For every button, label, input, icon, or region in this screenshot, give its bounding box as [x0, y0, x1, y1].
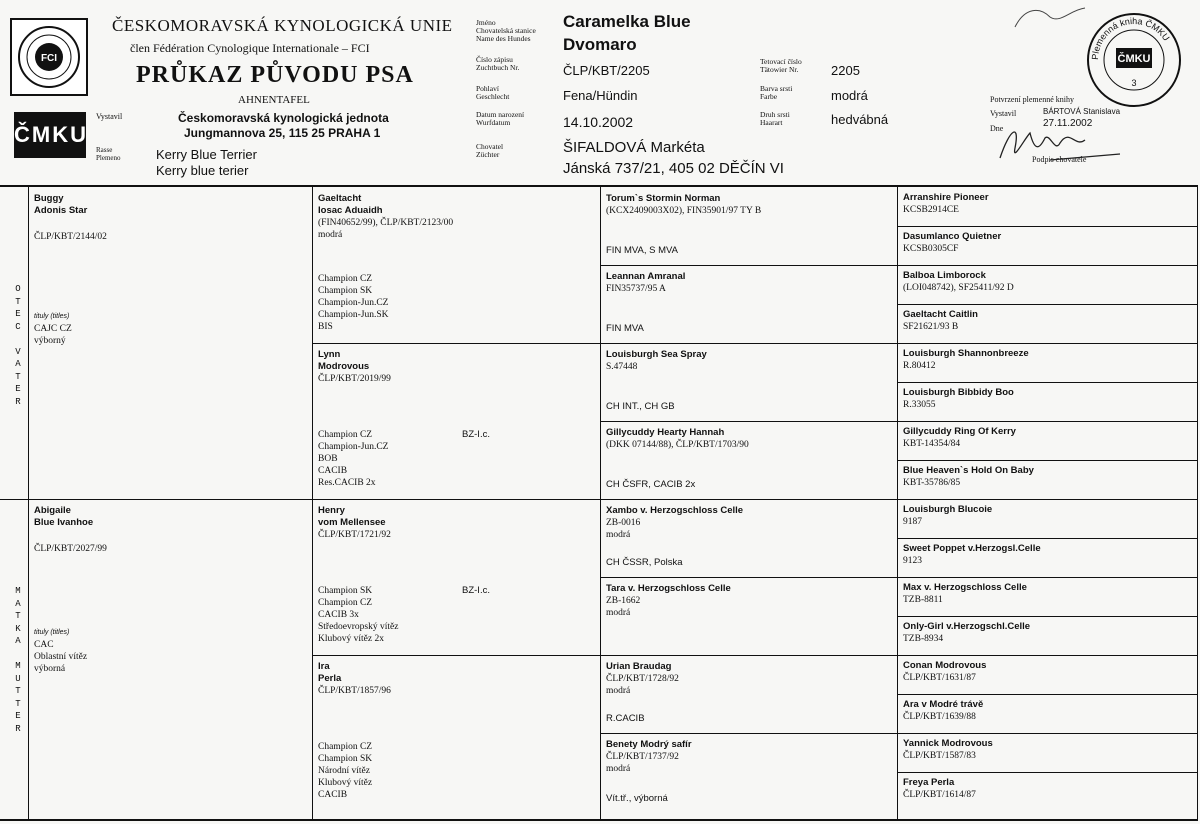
ancestor-cell [903, 660, 1193, 684]
great-grandparent-cell [606, 583, 891, 619]
ancestor-reg: ČLP/KBT/1631/87 [903, 673, 976, 683]
father-cell [34, 193, 304, 243]
tattoo-label: Tetovací číslo Tätowier Nr. [760, 57, 802, 74]
great-grandparent-titles: FIN MVA [606, 323, 644, 334]
great-grandparent-titles: Vít.tř., výborná [606, 793, 668, 804]
color-label: Barva srsti Farbe [760, 84, 793, 101]
grandparent-title: Národní vítěz [318, 766, 370, 776]
cmku-logo: ČMKU [14, 112, 86, 158]
great-grandparent-cell [606, 349, 891, 373]
breed-label-2: Plemeno [96, 154, 121, 162]
grandparent-cell [318, 349, 593, 385]
great-grandparent-reg: ZB-0016 [606, 518, 641, 528]
fci-logo [10, 18, 88, 96]
stamp-logo-text: ČMKU [1117, 53, 1151, 65]
great-grandparent-color: modrá [606, 608, 631, 618]
breed-book-stamp [1084, 10, 1184, 110]
fci-logo-text: FCI [40, 53, 58, 64]
ancestor-reg: 9187 [903, 517, 922, 527]
great-grandparent-name: Louisburgh Sea Spray [606, 349, 707, 360]
grandparent-name-1: Ira [318, 661, 330, 672]
great-grandparent-titles: R.CACIB [606, 713, 645, 724]
confirm-line: Potvrzení plemenné knihy [990, 95, 1074, 104]
issuer-address: Jungmannova 25, 115 25 PRAHA 1 [184, 126, 381, 140]
ancestor-reg: R.33055 [903, 400, 936, 410]
mother-title: Oblastní vítěz [34, 652, 88, 662]
tattoo-value: 2205 [831, 63, 860, 78]
great-grandparent-color: modrá [606, 764, 631, 774]
confirm-issued-label: Vystavil [990, 109, 1017, 118]
great-grandparent-name: Leannan Amranal [606, 271, 686, 282]
ancestor-cell [903, 621, 1193, 645]
ancestor-name: Balboa Limborock [903, 270, 986, 281]
coat-value: hedvábná [831, 112, 889, 127]
issued-by-label: Vystavil [96, 112, 123, 121]
grandparent-name-2: vom Mellensee [318, 517, 386, 528]
great-grandparent-cell [606, 193, 891, 217]
father-name-2: Adonis Star [34, 205, 88, 216]
grandparent-name-2: Perla [318, 673, 342, 684]
ancestor-name: Arranshire Pioneer [903, 192, 989, 203]
father-title: CAJC CZ [34, 324, 72, 334]
ancestor-cell [903, 738, 1193, 762]
great-grandparent-reg: ČLP/KBT/1728/92 [606, 674, 679, 684]
ancestor-cell [903, 270, 1193, 294]
grandparent-title: Klubový vítěz 2x [318, 634, 384, 644]
father-titles [34, 311, 304, 347]
ancestor-name: Max v. Herzogschloss Celle [903, 582, 1027, 593]
mother-name-2: Blue Ivanhoe [34, 517, 94, 528]
ancestor-name: Ara v Modré trávě [903, 699, 984, 710]
grandparent-reg: (FIN40652/99), ČLP/KBT/2123/00 [318, 218, 454, 228]
mother-title: CAC [34, 640, 54, 650]
ancestor-cell [903, 309, 1193, 333]
ancestor-cell [903, 699, 1193, 723]
grandparent-breeding-note: BZ-I.c. [462, 585, 490, 596]
grandparent-reg: ČLP/KBT/1721/92 [318, 530, 391, 540]
ancestor-name: Gaeltacht Caitlin [903, 309, 978, 320]
grandparent-cell [318, 505, 593, 541]
ancestor-reg: KCSB0305CF [903, 244, 959, 254]
grandparent-title: Res.CACIB 2x [318, 478, 376, 488]
great-grandparent-cell [606, 427, 891, 451]
mother-name-1: Abigaile [34, 505, 71, 516]
pedigree-table [0, 185, 1198, 821]
father-name-1: Buggy [34, 193, 64, 204]
confirm-date: 27.11.2002 [1043, 118, 1093, 129]
dob-value: 14.10.2002 [563, 114, 634, 130]
ancestor-cell [903, 543, 1193, 567]
ancestor-name: Blue Heaven`s Hold On Baby [903, 465, 1034, 476]
ancestor-name: Louisburgh Shannonbreeze [903, 348, 1029, 359]
great-grandparent-reg: ZB-1662 [606, 596, 641, 606]
mother-reg: ČLP/KBT/2027/99 [34, 544, 107, 554]
great-grandparent-reg: FIN35737/95 A [606, 284, 666, 294]
ancestor-reg: KBT-35786/85 [903, 478, 961, 488]
sex-value: Fena/Hündin [563, 88, 638, 103]
ancestor-reg: TZB-8934 [903, 634, 944, 644]
great-grandparent-titles: CH INT., CH GB [606, 401, 675, 412]
grandparent-cell [318, 661, 593, 697]
doc-subtitle: AHNENTAFEL [238, 94, 310, 106]
grandparent-reg: ČLP/KBT/1857/96 [318, 686, 391, 696]
side-label-mother: M A T K A M U T T E R [15, 586, 21, 734]
dob-label: Datum narození Wurfdatum [476, 110, 525, 127]
great-grandparent-cell [606, 661, 891, 697]
great-grandparent-color: modrá [606, 530, 631, 540]
mother-title: výborná [34, 664, 66, 674]
stud-number: ČLP/KBT/2205 [563, 63, 650, 78]
mother-cell [34, 505, 304, 555]
confirm-issued-by: BÁRTOVÁ Stanislava [1043, 107, 1121, 116]
grandparent-name-1: Gaeltacht [318, 193, 362, 204]
great-grandparent-titles: FIN MVA, S MVA [606, 245, 678, 256]
grandparent-title: Champion SK [318, 286, 373, 296]
grandparent-title: Champion-Jun.CZ [318, 298, 389, 308]
member-of: člen Fédération Cynologique Internationale – FCI [130, 41, 370, 55]
ancestor-reg: R.80412 [903, 361, 936, 371]
great-grandparent-cell [606, 271, 891, 295]
top-scribble [1010, 2, 1090, 32]
grandparent-title: CACIB 3x [318, 610, 359, 620]
doc-title: PRŮKAZ PŮVODU PSA [136, 62, 414, 88]
ancestor-name: Louisburgh Blucoie [903, 504, 993, 515]
ancestor-cell [903, 426, 1193, 450]
breeder-name: ŠIFALDOVÁ Markéta [563, 139, 705, 156]
great-grandparent-color: modrá [606, 686, 631, 696]
great-grandparent-reg: ČLP/KBT/1737/92 [606, 752, 679, 762]
great-grandparent-name: Tara v. Herzogschloss Celle [606, 583, 731, 594]
grandparent-title: Champion CZ [318, 274, 373, 284]
ancestor-name: Conan Modrovous [903, 660, 987, 671]
ancestor-reg: (LOI048742), SF25411/92 D [903, 283, 1014, 293]
father-reg: ČLP/KBT/2144/02 [34, 232, 107, 242]
ancestor-reg: KBT-14354/84 [903, 439, 961, 449]
color-value: modrá [831, 88, 868, 103]
grandparent-title: Středoevropský vítěz [318, 622, 399, 632]
ancestor-reg: KCSB2914CE [903, 205, 959, 215]
great-grandparent-name: Xambo v. Herzogschloss Celle [606, 505, 744, 516]
confirm-date-label: Dne [990, 124, 1004, 133]
mother-titles [34, 627, 304, 675]
father-title: výborný [34, 336, 66, 346]
grandparent-title: Champion SK [318, 754, 373, 764]
ancestor-cell [903, 465, 1193, 489]
issuer-name: Českomoravská kynologická jednota [178, 111, 389, 125]
great-grandparent-cell [606, 739, 891, 775]
ancestor-reg: ČLP/KBT/1639/88 [903, 712, 976, 722]
breeder-label: Chovatel Züchter [476, 142, 504, 159]
mother-titles-label: tituly (titles) [34, 629, 70, 636]
ancestor-reg: SF21621/93 B [903, 322, 959, 332]
father-titles-label: tituly (titles) [34, 313, 70, 320]
great-grandparent-titles: CH ČSFR, CACIB 2x [606, 479, 696, 490]
grandparent-name-2: Modrovous [318, 361, 370, 372]
grandparent-title: CACIB [318, 790, 348, 800]
great-grandparent-cell [606, 505, 891, 541]
grandparent-title: Champion CZ [318, 598, 373, 608]
dog-name-label: Jméno Chovatelská stanice Name des Hundes [476, 18, 536, 43]
breed-1: Kerry Blue Terrier [156, 147, 257, 162]
grandparent-title: Champion CZ [318, 430, 373, 440]
ancestor-cell [903, 777, 1193, 801]
ancestor-name: Only-Girl v.Herzogschl.Celle [903, 621, 1031, 632]
signature-label: Podpis chovatele [1032, 155, 1087, 164]
grandparent-title: Champion CZ [318, 742, 373, 752]
great-grandparent-reg: (DKK 07144/88), ČLP/KBT/1703/90 [606, 440, 749, 450]
ancestor-name: Dasumlanco Quietner [903, 231, 1002, 242]
ancestor-cell [903, 231, 1193, 255]
great-grandparent-name: Urian Braudag [606, 661, 672, 672]
grandparent-title: BIS [318, 322, 333, 332]
great-grandparent-reg: (KCX2409003X02), FIN35901/97 TY B [606, 206, 762, 216]
grandparent-breeding-note: BZ-I.c. [462, 429, 490, 440]
ancestor-name: Gillycuddy Ring Of Kerry [903, 426, 1016, 437]
grandparent-title: CACIB [318, 466, 348, 476]
dog-name-2: Dvomaro [563, 35, 637, 54]
breeder-address: Jánská 737/21, 405 02 DĚČÍN VI [563, 160, 784, 177]
ancestor-cell [903, 387, 1193, 411]
ancestor-cell [903, 582, 1193, 606]
grandparent-titles [318, 429, 593, 489]
grandparent-titles [318, 273, 593, 333]
grandparent-name-1: Henry [318, 505, 345, 516]
grandparent-title: Champion SK [318, 586, 373, 596]
grandparent-titles [318, 585, 593, 645]
ancestor-reg: ČLP/KBT/1587/83 [903, 751, 976, 761]
grandparent-name-2: Iosac Aduaidh [318, 205, 383, 216]
ancestor-cell [903, 348, 1193, 372]
grandparent-reg: ČLP/KBT/2019/99 [318, 374, 391, 384]
stud-label: Číslo zápisu Zuchtbuch Nr. [476, 55, 520, 72]
grandparent-titles [318, 741, 593, 801]
grandparent-cell [318, 193, 593, 241]
ancestor-reg: TZB-8811 [903, 595, 943, 605]
ancestor-cell [903, 192, 1193, 216]
union-title: ČESKOMORAVSKÁ KYNOLOGICKÁ UNIE [112, 16, 453, 35]
signature-scribble [990, 118, 1130, 168]
coat-label: Druh srsti Haarart [760, 110, 790, 127]
great-grandparent-reg: S.47448 [606, 362, 638, 372]
great-grandparent-name: Gillycuddy Hearty Hannah [606, 427, 725, 438]
grandparent-title: Champion-Jun.SK [318, 310, 389, 320]
ancestor-reg: ČLP/KBT/1614/87 [903, 790, 976, 800]
dog-name-1: Caramelka Blue [563, 12, 691, 31]
sex-label: Pohlaví Geschlecht [476, 84, 510, 101]
grandparent-title: BOB [318, 454, 338, 464]
ancestor-name: Louisburgh Bibbidy Boo [903, 387, 1014, 398]
great-grandparent-name: Torum`s Stormin Norman [606, 193, 721, 204]
breed-2: Kerry blue terier [156, 163, 249, 178]
ancestor-cell [903, 504, 1193, 528]
breed-label-1: Rasse [96, 146, 113, 154]
stamp-text: Plemenná kniha ČMKU [1089, 15, 1172, 61]
side-label-father: O T E C V A T E R [15, 284, 21, 407]
svg-text:3: 3 [1131, 78, 1137, 88]
ancestor-name: Sweet Poppet v.Herzogsl.Celle [903, 543, 1041, 554]
great-grandparent-name: Benety Modrý safír [606, 739, 692, 750]
grandparent-color: modrá [318, 230, 343, 240]
grandparent-name-1: Lynn [318, 349, 341, 360]
grandparent-title: Champion-Jun.CZ [318, 442, 389, 452]
ancestor-name: Yannick Modrovous [903, 738, 993, 749]
grandparent-title: Klubový vítěz [318, 778, 373, 788]
ancestor-name: Freya Perla [903, 777, 955, 788]
ancestor-reg: 9123 [903, 556, 922, 566]
great-grandparent-titles: CH ČSSR, Polska [606, 557, 683, 568]
